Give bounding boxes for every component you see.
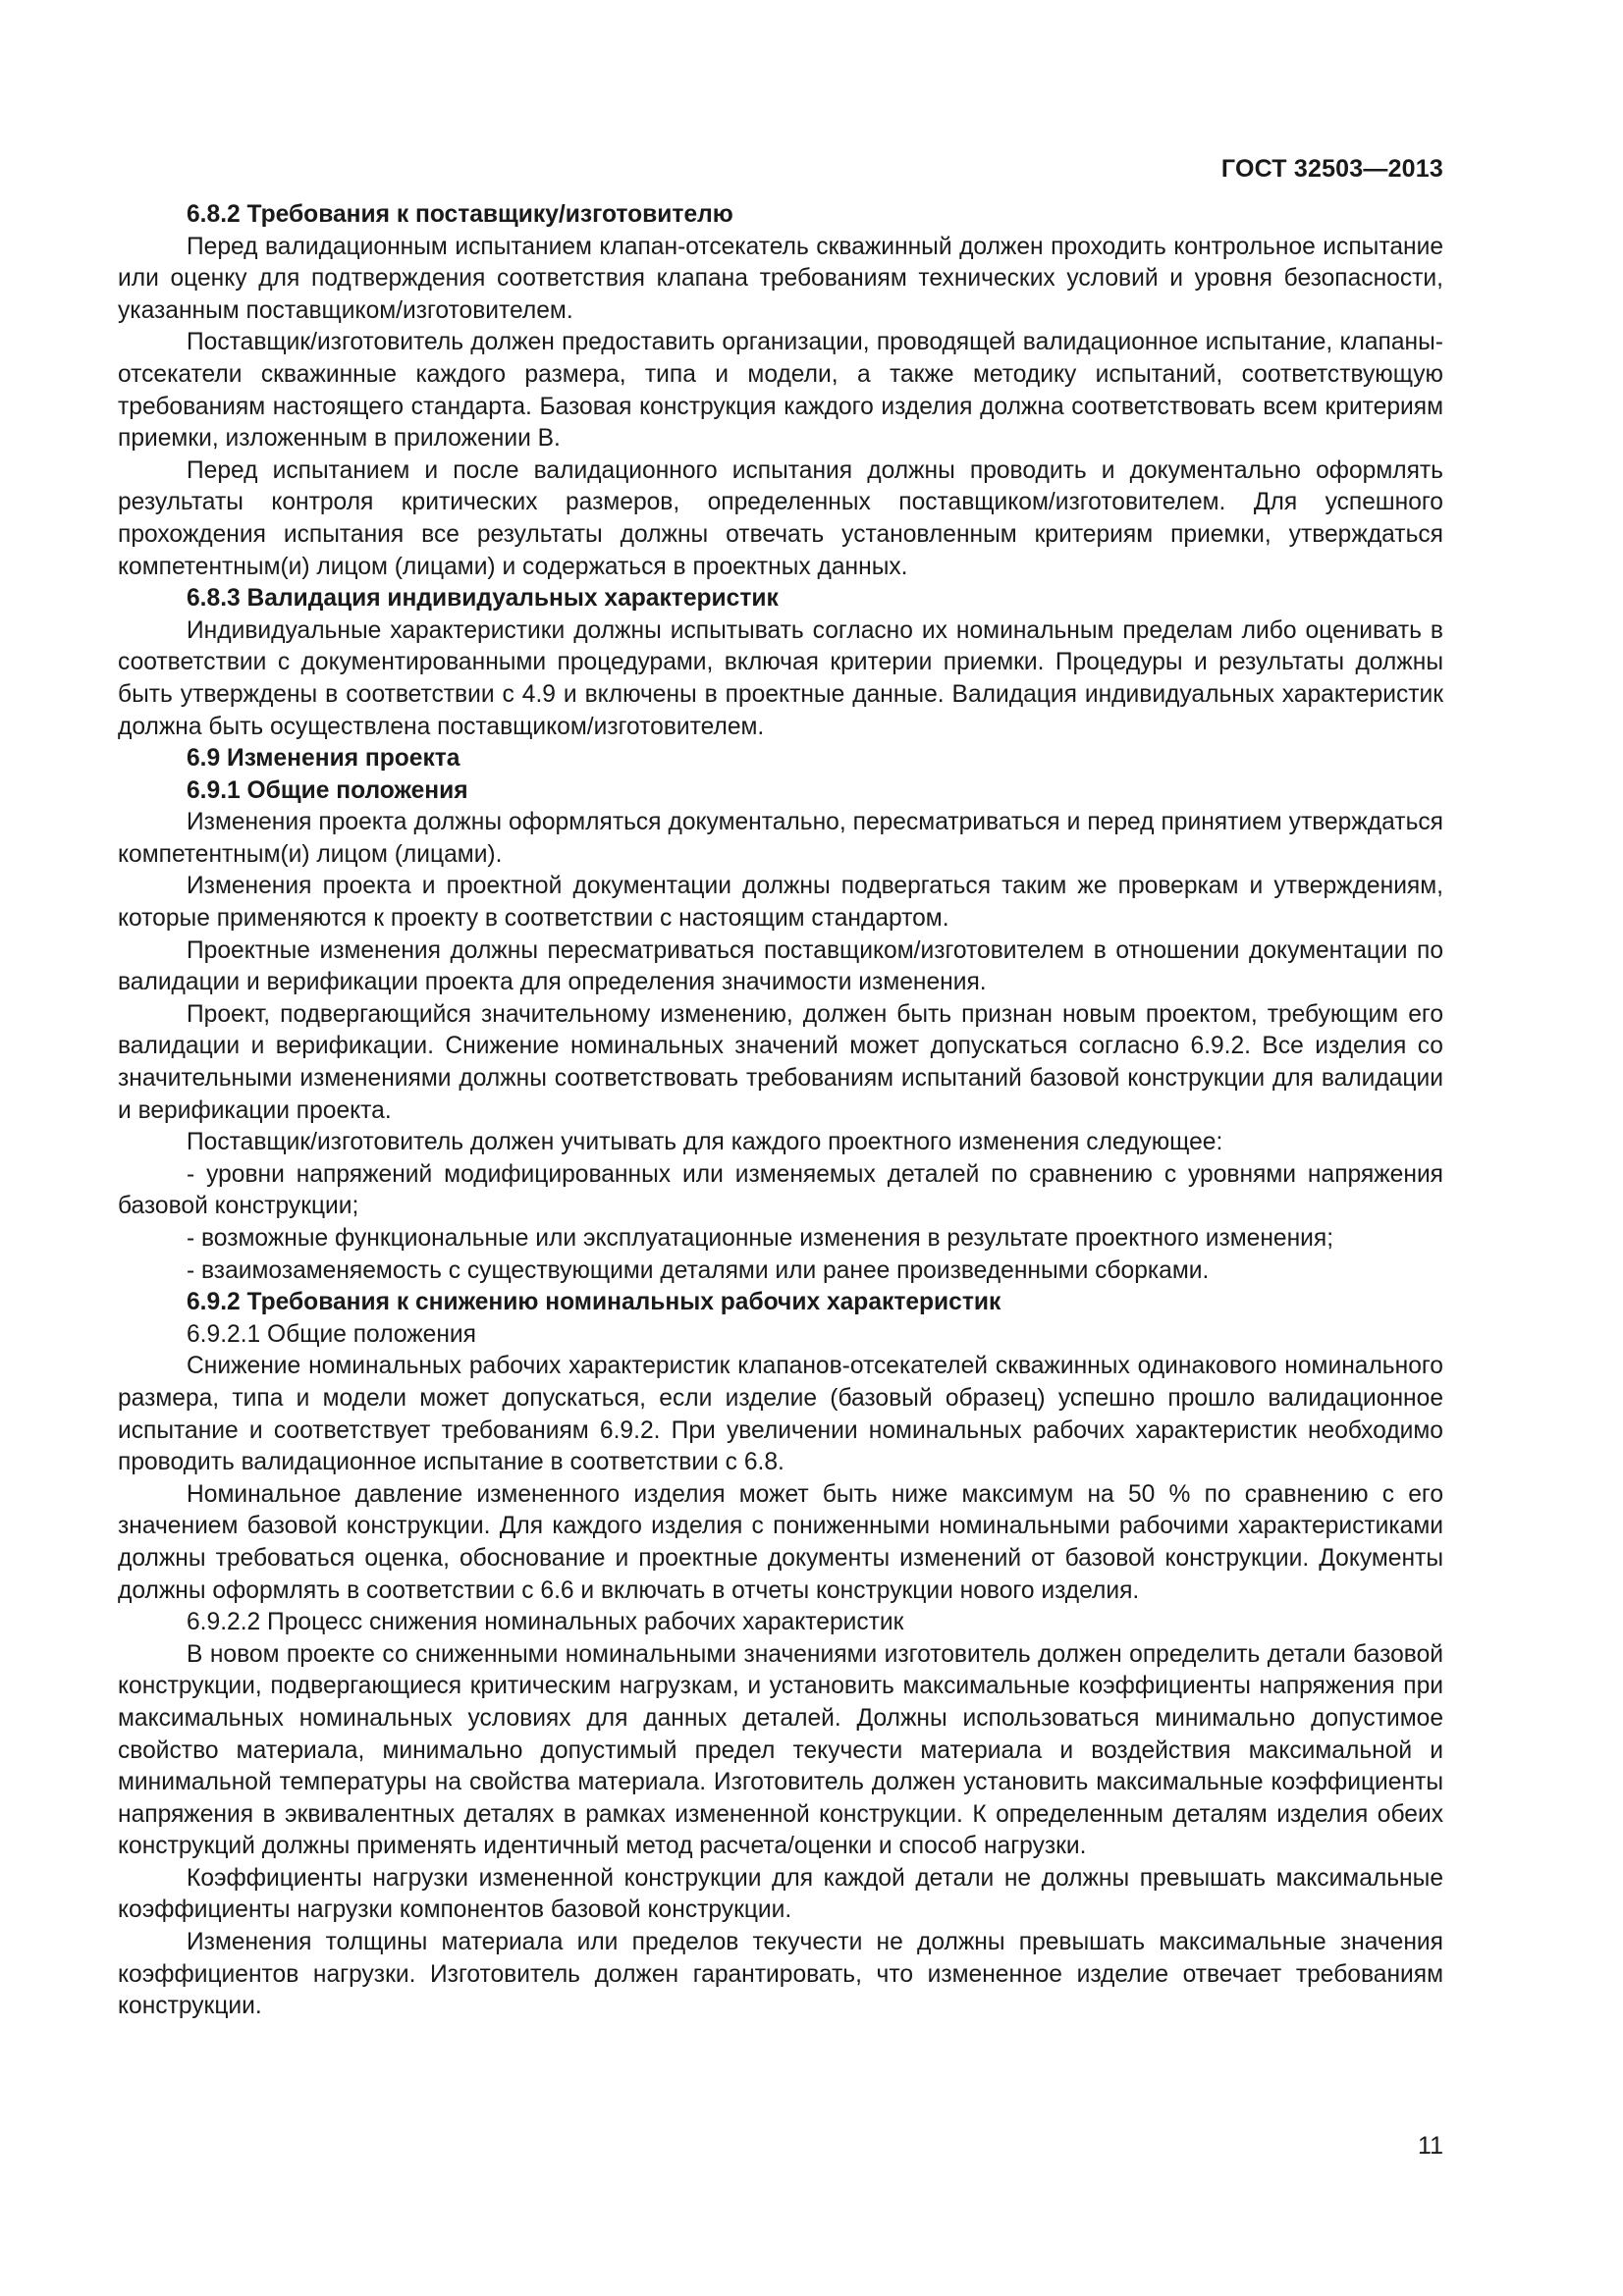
- body-paragraph: - уровни напряжений модифицированных или изменяемых деталей по сравнению с уровнями напряжения базовой конструкции;: [118, 1160, 1443, 1220]
- body-paragraph: - взаимозаменяемость с существующими деталями или ранее произведенными сборками.: [187, 1256, 1210, 1284]
- document-body: [118, 199, 1443, 2023]
- section-heading: 6.8.3 Валидация индивидуальных характеристик: [187, 585, 779, 613]
- body-paragraph: Поставщик/изготовитель должен учитывать для каждого проектного изменения следующее:: [187, 1129, 1223, 1156]
- body-paragraph: Снижение номинальных рабочих характеристик клапанов-отсекателей скважинных одинакового номинального размера, типа и модели может допускаться, если изделие (базовый образец) успешно прошло валидационное испытание и соответствует требованиям 6.9.2. При увеличении номинальных рабочих характеристик необходимо проводить валидационное испытание в соответствии с 6.8.: [118, 1353, 1443, 1476]
- body-paragraph: Индивидуальные характеристики должны испытывать согласно их номинальным пределам либо оценивать в соответствии с документированными процедурами, включая критерии приемки. Процедуры и результаты должны быть утверждены в соответствии с 4.9 и включены в проектные данные. Валидация индивидуальных характеристик должна быть осуществлена поставщиком/изготовителем.: [118, 616, 1443, 740]
- section-heading: 6.9.1 Общие положения: [187, 776, 468, 804]
- section-heading: 6.9.2 Требования к снижению номинальных рабочих характеристик: [187, 1289, 1001, 1316]
- body-paragraph: Изменения толщины материала или пределов текучести не должны превышать максимальные значения коэффициентов нагрузки. Изготовитель должен гарантировать, что измененное изделие отвечает требованиям конструкции.: [118, 1929, 1443, 2020]
- body-paragraph: 6.9.2.2 Процесс снижения номинальных рабочих характеристик: [187, 1609, 904, 1636]
- body-paragraph: Проект, подвергающийся значительному изменению, должен быть признан новым проектом, требующим его валидации и верификации. Снижение номинальных значений может допускаться согласно 6.9.2. Все изделия со значительными изменениями должны соответствовать требованиям испытаний базовой конструкции для валидации и верификации проекта.: [118, 1000, 1443, 1124]
- document-standard-id: ГОСТ 32503—2013: [1220, 155, 1443, 183]
- body-paragraph: Перед испытанием и после валидационного испытания должны проводить и документально оформлять результаты контроля критических размеров, определенных поставщиком/изготовителем. Для успешного прохождения испытания все результаты должны отвечать установленным критериям приемки, утверждаться компетентным(и) лицом (лицами) и содержаться в проектных данных.: [118, 456, 1443, 580]
- page-number: 11: [1418, 2132, 1443, 2160]
- body-paragraph: 6.9.2.1 Общие положения: [187, 1320, 476, 1348]
- body-paragraph: - возможные функциональные или эксплуатационные изменения в результате проектного изменения;: [187, 1225, 1334, 1252]
- body-paragraph: В новом проекте со сниженными номинальными значениями изготовитель должен определить детали базовой конструкции, подвергающиеся критическим нагрузкам, и установить максимальные коэффициенты напряжения при максимальных номинальных условиях для данных деталей. Должны использоваться минимально допустимое свойство материала, минимально допустимый предел текучести материала и воздействия максимальной и минимальной температуры на свойства материала. Изготовитель должен установить максимальные коэффициенты напряжения в эквивалентных деталях в рамках измененной конструкции. К определенным деталям изделия обеих конструкций должны применять идентичный метод расчета/оценки и способ нагрузки.: [118, 1640, 1443, 1860]
- body-paragraph: Изменения проекта и проектной документации должны подвергаться таким же проверкам и утверждениям, которые применяются к проекту в соответствии с настоящим стандартом.: [118, 873, 1443, 933]
- section-heading: 6.8.2 Требования к поставщику/изготовителю: [187, 201, 733, 228]
- body-paragraph: Коэффициенты нагрузки измененной конструкции для каждой детали не должны превышать максимальные коэффициенты нагрузки компонентов базовой конструкции.: [118, 1864, 1443, 1924]
- body-paragraph: Проектные изменения должны пересматриваться поставщиком/изготовителем в отношении документации по валидации и верификации проекта для определения значимости изменения.: [118, 936, 1443, 996]
- body-paragraph: Перед валидационным испытанием клапан-отсекатель скважинный должен проходить контрольное испытание или оценку для подтверждения соответствия клапана требованиям технических условий и уровня безопасности, указанным поставщиком/изготовителем.: [118, 233, 1443, 324]
- section-heading: 6.9 Изменения проекта: [187, 745, 460, 773]
- body-paragraph: Поставщик/изготовитель должен предоставить организации, проводящей валидационное испытание, клапаны-отсекатели скважинные каждого размера, типа и модели, а также методику испытаний, соответствующую требованиям настоящего стандарта. Базовая конструкция каждого изделия должна соответствовать всем критериям приемки, изложенным в приложении В.: [118, 329, 1443, 453]
- body-paragraph: Изменения проекта должны оформляться документально, пересматриваться и перед принятием утверждаться компетентным(и) лицом (лицами).: [118, 809, 1443, 868]
- body-paragraph: Номинальное давление измененного изделия может быть ниже максимум на 50 % по сравнению с его значением базовой конструкции. Для каждого изделия с пониженными номинальными рабочими характеристиками должны требоваться оценка, обоснование и проектные документы изменений от базовой конструкции. Документы должны оформлять в соответствии с 6.6 и включать в отчеты конструкции нового изделия.: [118, 1480, 1443, 1604]
